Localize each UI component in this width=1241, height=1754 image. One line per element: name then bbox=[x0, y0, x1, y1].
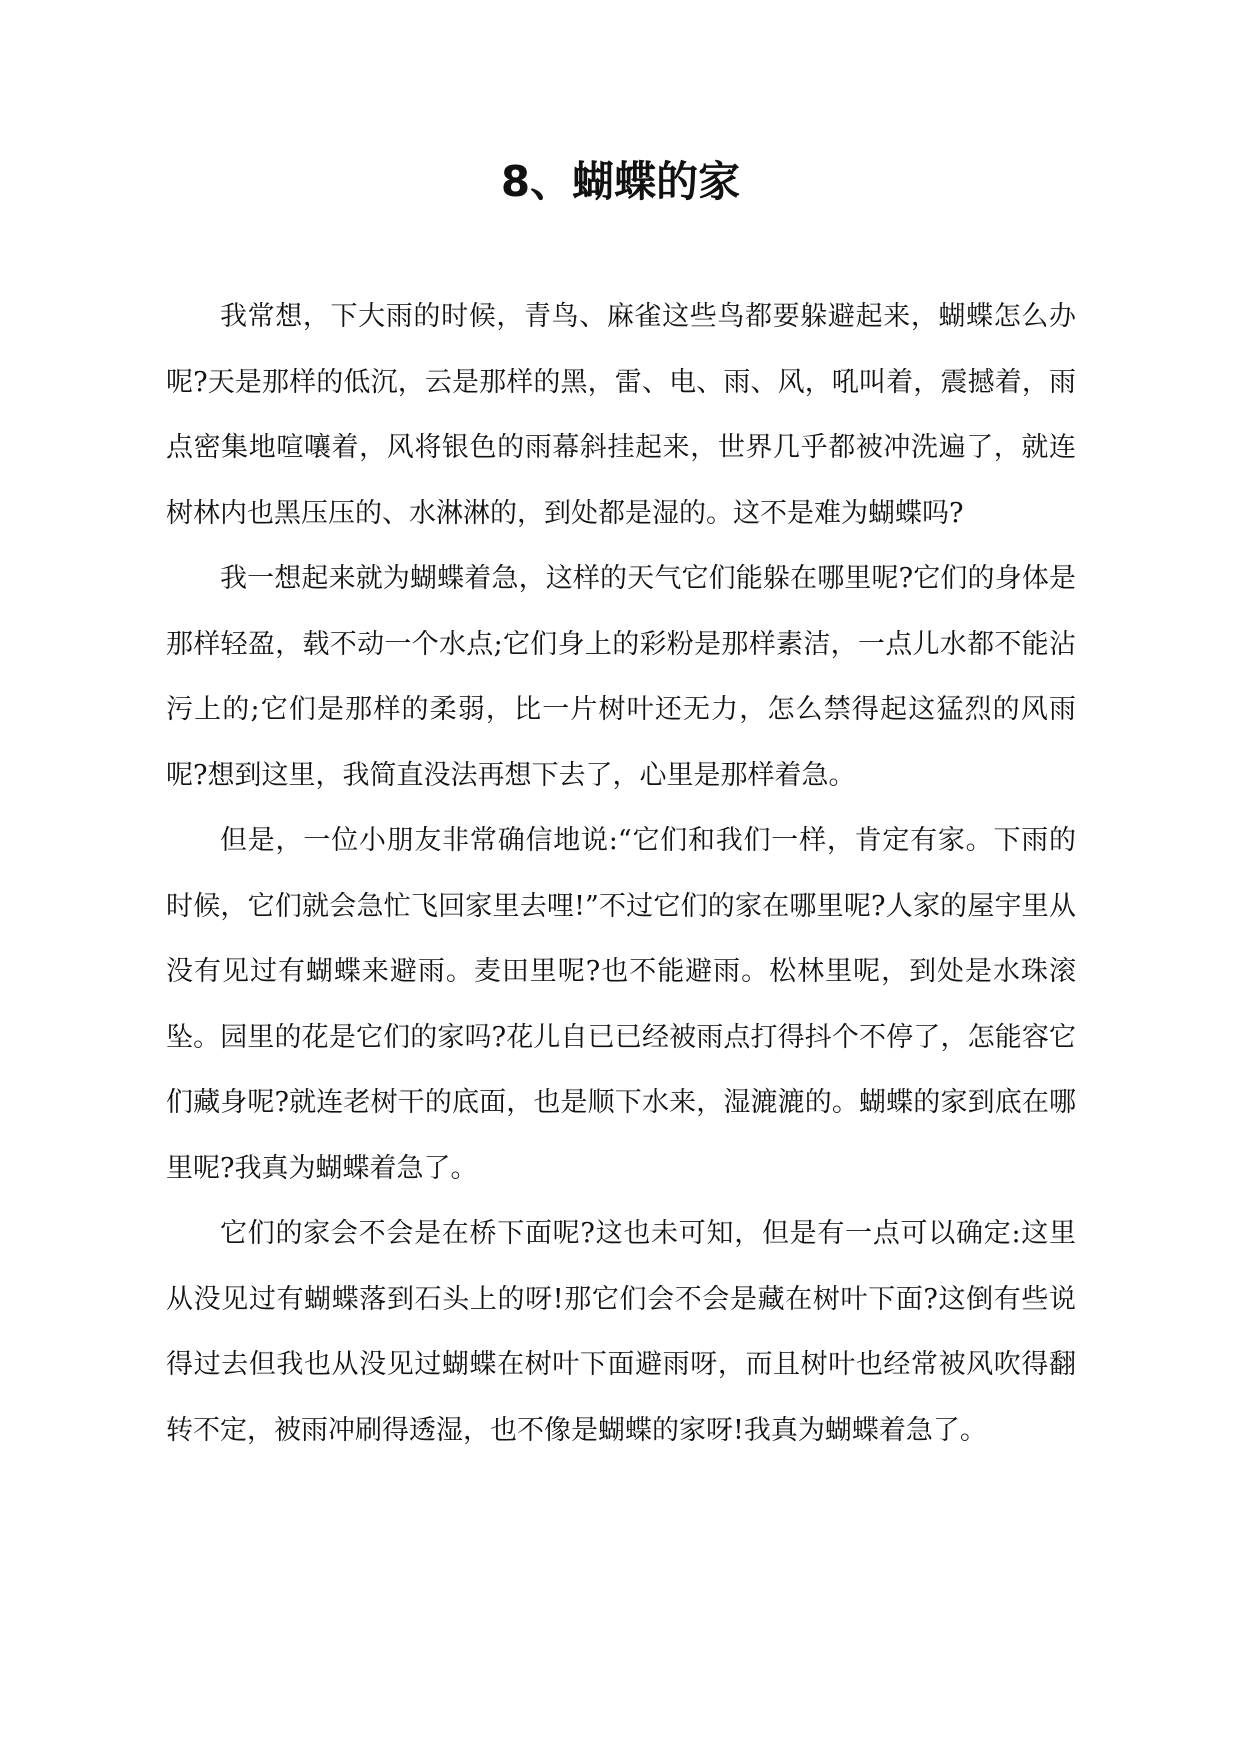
page-title: 8、蝴蝶的家 bbox=[500, 157, 741, 206]
article-body bbox=[166, 284, 1076, 1463]
paragraph-2: 我一想起来就为蝴蝶着急，这样的天气它们能躲在哪里呢?它们的身体是那样轻盈，载不动一个水点;它们身上的彩粉是那样素洁，一点儿水都不能沾污上的;它们是那样的柔弱，比一片树叶还无力，怎么禁得起这猛烈的风雨呢?想到这里，我简直没法再想下去了，心里是那样着急。 bbox=[166, 563, 1076, 791]
paragraph-1: 我常想，下大雨的时候，青鸟、麻雀这些鸟都要躲避起来，蝴蝶怎么办呢?天是那样的低沉，云是那样的黑，雷、电、雨、风，吼叫着，震撼着，雨点密集地喧嚷着，风将银色的雨幕斜挂起来，世界几乎都被冲洗遍了，就连树林内也黑压压的、水淋淋的，到处都是湿的。这不是难为蝴蝶吗? bbox=[166, 301, 1076, 529]
paragraph-4: 它们的家会不会是在桥下面呢?这也未可知，但是有一点可以确定:这里从没见过有蝴蝶落到石头上的呀!那它们会不会是藏在树叶下面?这倒有些说得过去但我也从没见过蝴蝶在树叶下面避雨呀，而且树叶也经常被风吹得翻转不定，被雨冲刷得透湿，也不像是蝴蝶的家呀!我真为蝴蝶着急了。 bbox=[166, 1218, 1076, 1446]
paragraph-3: 但是，一位小朋友非常确信地说:“它们和我们一样，肯定有家。下雨的时候，它们就会急忙飞回家里去哩!”不过它们的家在哪里呢?人家的屋宇里从没有见过有蝴蝶来避雨。麦田里呢?也不能避雨。松林里呢，到处是水珠滚坠。园里的花是它们的家吗?花儿自已已经被雨点打得抖个不停了，怎能容它们藏身呢?就连老树干的底面，也是顺下水来，湿漉漉的。蝴蝶的家到底在哪里呢?我真为蝴蝶着急了。 bbox=[166, 825, 1076, 1184]
